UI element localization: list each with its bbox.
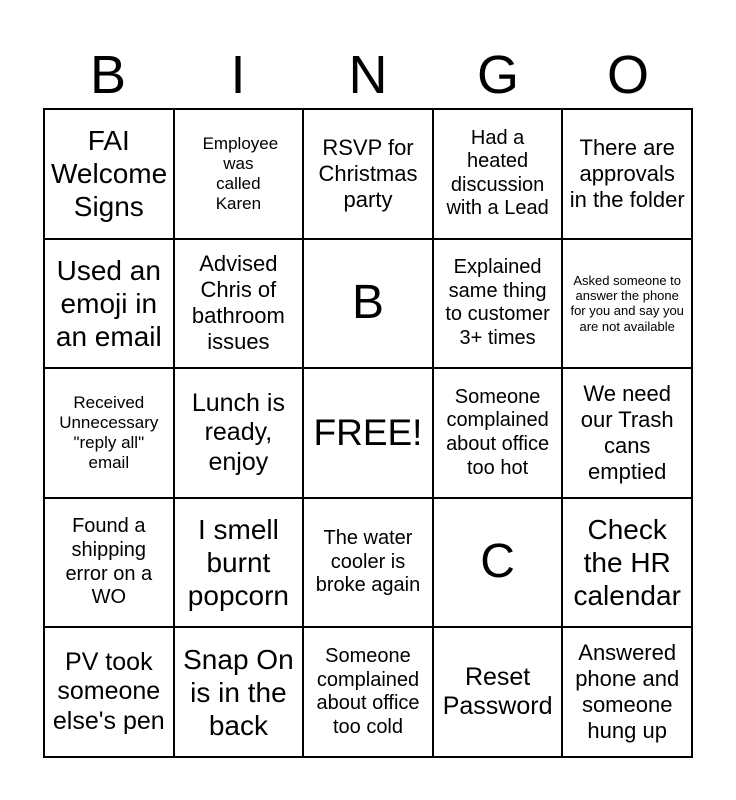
cell-text: FAI Welcome Signs	[51, 125, 168, 223]
cell-text: Lunch is ready, enjoy	[191, 388, 285, 476]
bingo-cell-5-3[interactable]	[303, 627, 433, 757]
bingo-cell-5-1[interactable]	[44, 627, 174, 757]
cell-text: Someone complained about office too cold	[316, 645, 420, 738]
bingo-cell-4-2[interactable]	[174, 498, 304, 628]
header-letter-b: B	[89, 45, 127, 105]
cell-text: I smell burnt popcorn	[187, 514, 289, 612]
cell-text: Employee was called Karen	[202, 133, 279, 213]
cell-text: Snap On is in the back	[183, 643, 294, 741]
bingo-cell-1-1[interactable]	[44, 109, 174, 239]
cell-text: Answered phone and someone hung up	[575, 640, 680, 744]
bingo-cell-4-5[interactable]	[562, 498, 692, 628]
bingo-cell-1-4[interactable]	[433, 109, 563, 239]
bingo-cell-5-5[interactable]	[562, 627, 692, 757]
bingo-cell-4-1[interactable]	[44, 498, 174, 628]
bingo-board	[43, 108, 693, 758]
cell-text: Check the HR calendar	[573, 514, 681, 612]
cell-text: Used an emoji in an email	[55, 254, 162, 352]
bingo-cell-2-5[interactable]	[562, 239, 692, 369]
cell-text: Asked someone to answer the phone for you and say you are not available	[570, 272, 684, 334]
header-letter-o: O	[606, 45, 649, 105]
bingo-cell-1-2[interactable]	[174, 109, 304, 239]
bingo-cell-4-3[interactable]	[303, 498, 433, 628]
bingo-cell-5-4[interactable]	[433, 627, 563, 757]
bingo-cell-3-5[interactable]	[562, 368, 692, 498]
header-letter-i: I	[230, 45, 246, 105]
bingo-cell-2-4[interactable]	[433, 239, 563, 369]
bingo-cell-3-4[interactable]	[433, 368, 563, 498]
bingo-cell-3-3-free[interactable]	[303, 368, 433, 498]
cell-text: B	[351, 276, 384, 330]
cell-text: Reset Password	[442, 662, 553, 721]
cell-text: Someone complained about office too hot	[446, 385, 550, 479]
bingo-cell-2-2[interactable]	[174, 239, 304, 369]
cell-text: We need our Trash cans emptied	[580, 381, 674, 484]
header-letter-g: G	[476, 45, 519, 105]
bingo-cell-3-1[interactable]	[44, 368, 174, 498]
cell-text: The water cooler is broke again	[315, 527, 421, 597]
bingo-cell-2-3[interactable]	[303, 239, 433, 369]
cell-text: Advised Chris of bathroom issues	[191, 251, 285, 355]
cell-text: There are approvals in the folder	[569, 134, 685, 212]
cell-text: Explained same thing to customer 3+ times	[445, 256, 550, 349]
cell-text: PV took someone else's pen	[52, 647, 165, 735]
bingo-cell-4-4[interactable]	[433, 498, 563, 628]
bingo-header	[43, 42, 693, 108]
bingo-cell-2-1[interactable]	[44, 239, 174, 369]
cell-text: Found a shipping error on a WO	[65, 515, 153, 609]
bingo-cell-3-2[interactable]	[174, 368, 304, 498]
bingo-cell-1-5[interactable]	[562, 109, 692, 239]
cell-text: RSVP for Christmas party	[318, 134, 418, 212]
bingo-cell-1-3[interactable]	[303, 109, 433, 239]
cell-text: FREE!	[313, 412, 423, 454]
header-letter-n: N	[348, 45, 388, 105]
cell-text: C	[480, 535, 515, 589]
bingo-cell-5-2[interactable]	[174, 627, 304, 757]
cell-text: Received Unnecessary "reply all" email	[59, 392, 159, 473]
cell-text: Had a heated discussion with a Lead	[446, 126, 549, 220]
